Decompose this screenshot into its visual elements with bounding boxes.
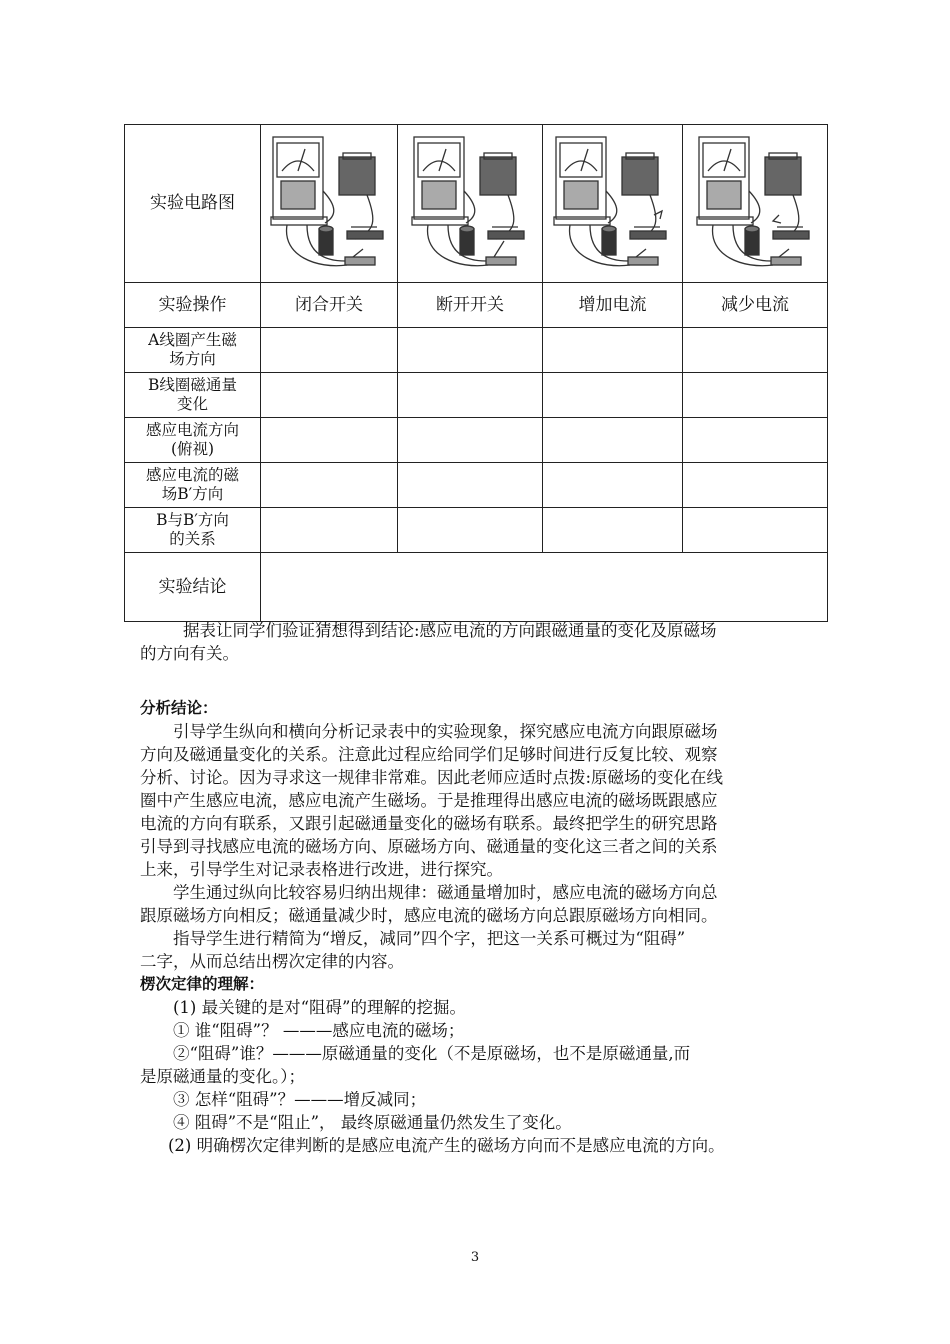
answer-cell[interactable] xyxy=(543,418,683,463)
experiment-table xyxy=(124,124,828,622)
answer-cell[interactable] xyxy=(261,328,398,373)
answer-cell[interactable] xyxy=(543,508,683,553)
text-line: 的方向有关。 xyxy=(140,644,239,663)
row-label-conclusion: 实验结论 xyxy=(125,553,261,622)
question-row xyxy=(125,508,828,553)
row-label-circuit: 实验电路图 xyxy=(125,125,261,283)
row-label-relation: B与B′方向 的关系 xyxy=(125,508,261,553)
text-line: 引导学生纵向和横向分析记录表中的实验现象，探究感应电流方向跟原磁场 xyxy=(173,722,718,741)
operation-increase-current: 增加电流 xyxy=(543,283,683,328)
answer-cell[interactable] xyxy=(543,373,683,418)
text-line: 引导到寻找感应电流的磁场方向、原磁场方向、磁通量的变化这三者之间的关系 xyxy=(140,837,718,856)
conclusion-answer-cell[interactable] xyxy=(261,553,828,622)
text-line: ① 谁“阻碍”？ ———感应电流的磁场； xyxy=(173,1021,465,1040)
circuit-row xyxy=(125,125,828,283)
circuit-diagram-cell xyxy=(683,125,828,283)
answer-cell[interactable] xyxy=(398,508,543,553)
text-line: ③ 怎样“阻碍”？———增反减同； xyxy=(173,1090,427,1109)
row-label-induced-field: 感应电流的磁 场B′方向 xyxy=(125,463,261,508)
row-label-a-field: A线圈产生磁 场方向 xyxy=(125,328,261,373)
answer-cell[interactable] xyxy=(683,463,828,508)
question-row xyxy=(125,418,828,463)
text-line: 指导学生进行精简为“增反，减同”四个字，把这一关系可概过为“阻碍” xyxy=(173,929,686,948)
question-row xyxy=(125,373,828,418)
text-line: 是原磁通量的变化。）； xyxy=(140,1067,305,1086)
page-number: 3 xyxy=(470,1250,480,1265)
answer-cell[interactable] xyxy=(261,463,398,508)
circuit-diagram-1 xyxy=(267,131,392,276)
after-table-paragraph xyxy=(140,619,830,665)
text-line: 方向及磁通量变化的关系。注意此过程应给同学们足够时间进行反复比较、观察 xyxy=(140,745,718,764)
answer-cell[interactable] xyxy=(543,463,683,508)
answer-cell[interactable] xyxy=(398,418,543,463)
conclusion-row xyxy=(125,553,828,622)
text-line: 学生通过纵向比较容易归纳出规律：磁通量增加时，感应电流的磁场方向总 xyxy=(173,883,718,902)
circuit-diagram-cell xyxy=(543,125,683,283)
row-label-b-flux: B线圈磁通量 变化 xyxy=(125,373,261,418)
text-line: 电流的方向有联系，又跟引起磁通量变化的磁场有联系。最终把学生的研究思路 xyxy=(140,814,718,833)
circuit-diagram-3 xyxy=(550,131,675,276)
text-line: 跟原磁场方向相反；磁通量减少时，感应电流的磁场方向总跟原磁场方向相同。 xyxy=(140,906,718,925)
text-line: 二字，从而总结出楞次定律的内容。 xyxy=(140,952,404,971)
operation-row xyxy=(125,283,828,328)
text-line: 上来，引导学生对记录表格进行改进，进行探究。 xyxy=(140,860,503,879)
answer-cell[interactable] xyxy=(683,373,828,418)
text-line: (2) 明确楞次定律判断的是感应电流产生的磁场方向而不是感应电流的方向。 xyxy=(168,1136,725,1155)
circuit-diagram-4 xyxy=(693,131,818,276)
text-line: 圈中产生感应电流，感应电流产生磁场。于是推理得出感应电流的磁场既跟感应 xyxy=(140,791,718,810)
circuit-diagram-cell xyxy=(398,125,543,283)
answer-cell[interactable] xyxy=(683,418,828,463)
text-line: ②“阻碍”谁？———原磁通量的变化（不是原磁场，也不是原磁通量,而 xyxy=(173,1044,691,1063)
analysis-section xyxy=(140,697,830,1157)
answer-cell[interactable] xyxy=(398,373,543,418)
answer-cell[interactable] xyxy=(261,373,398,418)
circuit-diagram-cell xyxy=(261,125,398,283)
answer-cell[interactable] xyxy=(543,328,683,373)
operation-decrease-current: 减少电流 xyxy=(683,283,828,328)
answer-cell[interactable] xyxy=(261,508,398,553)
answer-cell[interactable] xyxy=(261,418,398,463)
answer-cell[interactable] xyxy=(398,463,543,508)
heading-lenz-law: 楞次定律的理解： xyxy=(140,975,265,993)
text-line: (1) 最关键的是对“阻碍”的理解的挖掘。 xyxy=(173,998,466,1017)
text-line: 据表让同学们验证猜想得到结论:感应电流的方向跟磁通量的变化及原磁场 xyxy=(183,621,717,640)
answer-cell[interactable] xyxy=(683,508,828,553)
operation-close-switch: 闭合开关 xyxy=(261,283,398,328)
circuit-diagram-2 xyxy=(408,131,533,276)
answer-cell[interactable] xyxy=(683,328,828,373)
row-label-operation: 实验操作 xyxy=(125,283,261,328)
question-row xyxy=(125,328,828,373)
question-row xyxy=(125,463,828,508)
heading-analysis: 分析结论： xyxy=(140,699,218,717)
row-label-induced-current: 感应电流方向 (俯视) xyxy=(125,418,261,463)
text-line: 分析、讨论。因为寻求这一规律非常难。因此老师应适时点拨:原磁场的变化在线 xyxy=(140,768,724,787)
answer-cell[interactable] xyxy=(398,328,543,373)
operation-open-switch: 断开开关 xyxy=(398,283,543,328)
text-line: ④ 阻碍”不是“阻止”， 最终原磁通量仍然发生了变化。 xyxy=(173,1113,572,1132)
